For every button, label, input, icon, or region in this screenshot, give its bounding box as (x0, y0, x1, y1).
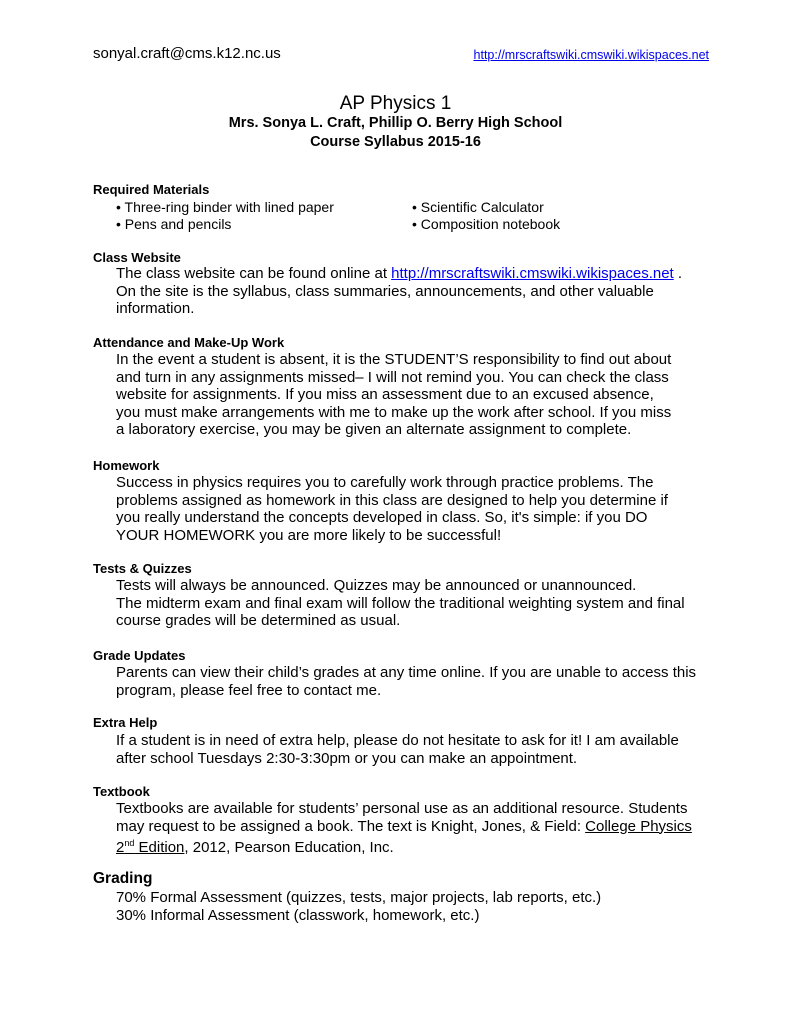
header-url-link[interactable]: http://mrscraftswiki.cmswiki.wikispaces.net (473, 48, 709, 62)
page-title: AP Physics 1 (339, 93, 452, 114)
syllabus-subtitle: Course Syllabus 2015-16 (310, 134, 481, 150)
grading-heading: Grading (93, 870, 153, 887)
tests-text: Tests will always be announced. Quizzes may be announced or unannounced. The midterm exam and final exam will follow the traditional weighting system and final course grades will be determined as usual. (116, 577, 685, 629)
grading-text: 70% Formal Assessment (quizzes, tests, major projects, lab reports, etc.) 30% Informal Assessment (classwork, homework, etc.) (116, 889, 602, 924)
required-materials-heading: Required Materials (93, 182, 210, 197)
attendance-heading: Attendance and Make-Up Work (93, 335, 285, 350)
homework-text: Success in physics requires you to carefully work through practice problems. The problems assigned as homework in this class are designed to help you determine if you really understand the concepts developed in class. So, it's simple: if you DO YOUR HOMEWORK you are more likely to be successful! (116, 474, 668, 544)
grade-updates-heading: Grade Updates (93, 648, 186, 663)
extra-help-text: If a student is in need of extra help, please do not hesitate to ask for it! I am available after school Tuesdays 2:30-3:30pm or you can make an appointment. (116, 732, 679, 767)
header-email: sonyal.craft@cms.k12.nc.us (93, 45, 281, 62)
list-item: • Three-ring binder with lined paper (116, 199, 334, 215)
class-website-link[interactable]: http://mrscraftswiki.cmswiki.wikispaces.net (391, 265, 674, 282)
grade-updates-text: Parents can view their child’s grades at any time online. If you are unable to access this program, please feel free to contact me. (116, 664, 697, 699)
list-item: • Scientific Calculator (412, 199, 544, 215)
materials-list-col1 (116, 199, 334, 233)
attendance-text: In the event a student is absent, it is the STUDENT’S responsibility to find out about and turn in any assignments missed– I will not remind you. You can check the class website for assignments. If you miss an assessment due to an excused absence, you must make arrangements with me to make up the work after school. If you miss a laboratory exercise, you may be given an alternate assignment to complete. (116, 351, 672, 438)
textbook-title: College Physics (585, 817, 692, 835)
class-website-text: The class website can be found online at http://mrscraftswiki.cmswiki.wikispaces.net . On the site is the syllabus, class summaries, announcements, and other valuable information. (116, 265, 683, 317)
list-item: • Composition notebook (412, 216, 561, 232)
extra-help-heading: Extra Help (93, 715, 158, 730)
materials-list-col2 (412, 199, 560, 233)
teacher-subtitle: Mrs. Sonya L. Craft, Phillip O. Berry High School (228, 115, 563, 131)
textbook-heading: Textbook (93, 784, 150, 799)
textbook-text: Textbooks are available for students’ personal use as an additional resource. Students may request to be assigned a book. The text is Knight, Jones, & Field: College Physics 2nd Edition, 2012, Pearson Education, Inc. (116, 800, 692, 856)
class-website-heading: Class Website (93, 250, 181, 265)
list-item: • Pens and pencils (116, 216, 232, 232)
tests-heading: Tests & Quizzes (93, 561, 192, 576)
homework-heading: Homework (93, 458, 160, 473)
textbook-edition: 2nd Edition (116, 838, 185, 856)
